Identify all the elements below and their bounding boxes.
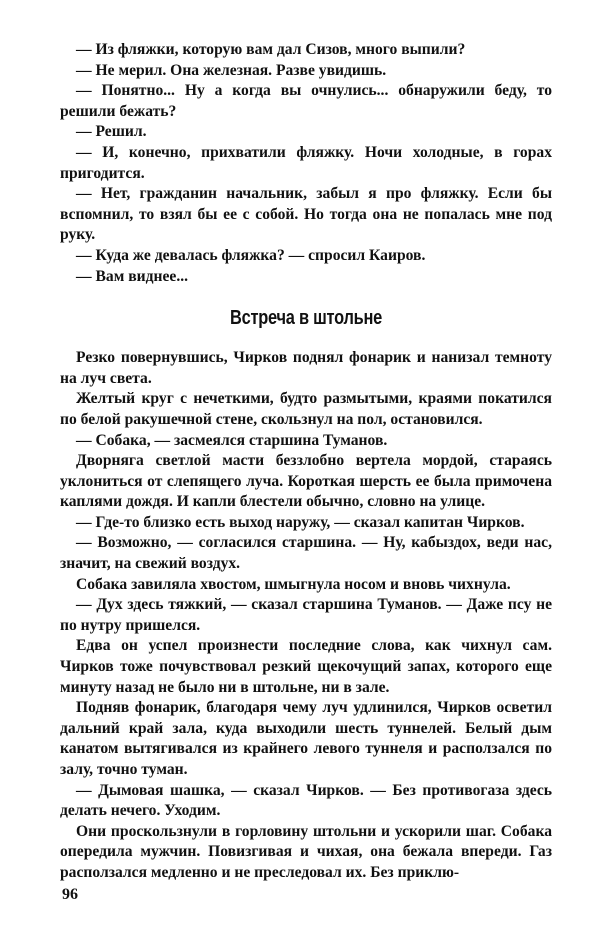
- dialogue-line: — Вам виднее...: [76, 267, 189, 285]
- paragraph: Они проскользнули в горловину штольни и ускорили шаг. Собака опередила мужчин. Повизгивая и чихая, она бежала впереди. Газ расползался медленно и не преследовал их. Без приклю-: [60, 822, 552, 881]
- page-number: 96: [62, 886, 78, 903]
- page-text: [60, 40, 552, 884]
- paragraph: — Собака, — засмеялся старшина Туманов.: [76, 431, 388, 449]
- paragraph: — Возможно, — согласился старшина. — Ну, кабыздох, веди нас, значит, на свежий воздух.: [60, 534, 552, 573]
- paragraph: Желтый круг с нечеткими, будто размытыми, краями покатился по белой ракушечной стене, скользнул на пол, остановился.: [60, 390, 552, 428]
- paragraph: Подняв фонарик, благодаря чему луч удлинился, Чирков осветил дальний край зала, куда выходили шесть туннелей. Белый дым канатом вытягивался из крайнего левого туннеля и расползался по залу, точно туман.: [60, 699, 552, 778]
- dialogue-line: — Куда же девалась фляжка? — спросил Каиров.: [76, 246, 426, 264]
- paragraph: — Где-то близко есть выход наружу, — сказал капитан Чирков.: [76, 513, 525, 531]
- section-title: Встреча в штольне: [229, 307, 383, 330]
- dialogue-line: — И, конечно, прихватили фляжку. Ночи холодные, в горах пригодится.: [60, 143, 552, 182]
- paragraph: Дворняга светлой масти беззлобно вертела мордой, стараясь уклониться от слепящего луча. Короткая шерсть ее была примочена каплями дождя. И капли блестели обычно, словно на улице.: [60, 452, 552, 511]
- paragraph: Резко повернувшись, Чирков поднял фонарик и нанизал темноту на луч света.: [60, 349, 552, 387]
- dialogue-line: — Решил.: [76, 123, 147, 141]
- paragraph: — Дух здесь тяжкий, — сказал старшина Туманов. — Даже псу не по нутру пришелся.: [60, 596, 552, 634]
- dialogue-line: — Нет, гражданин начальник, забыл я про фляжку. Если бы вспомнил, то взял бы ее с собой. Но тогда она не попалась мне под руку.: [60, 185, 552, 244]
- paragraph: Собака завиляла хвостом, шмыгнула носом и вновь чихнула.: [76, 575, 511, 593]
- paragraph: — Дымовая шашка, — сказал Чирков. — Без противогаза здесь делать нечего. Уходим.: [60, 781, 552, 820]
- dialogue-line: — Не мерил. Она железная. Разве увидишь.: [76, 61, 387, 79]
- paragraph: Едва он успел произнести последние слова, как чихнул сам. Чирков тоже почувствовал резкий щекочущий запах, которого еще минуту назад не было ни в штольне, ни в зале.: [60, 637, 552, 696]
- dialogue-line: — Понятно... Ну а когда вы очнулись... обнаружили беду, то решили бежать?: [60, 82, 552, 120]
- dialogue-line: — Из фляжки, которую вам дал Сизов, много выпили?: [76, 41, 466, 58]
